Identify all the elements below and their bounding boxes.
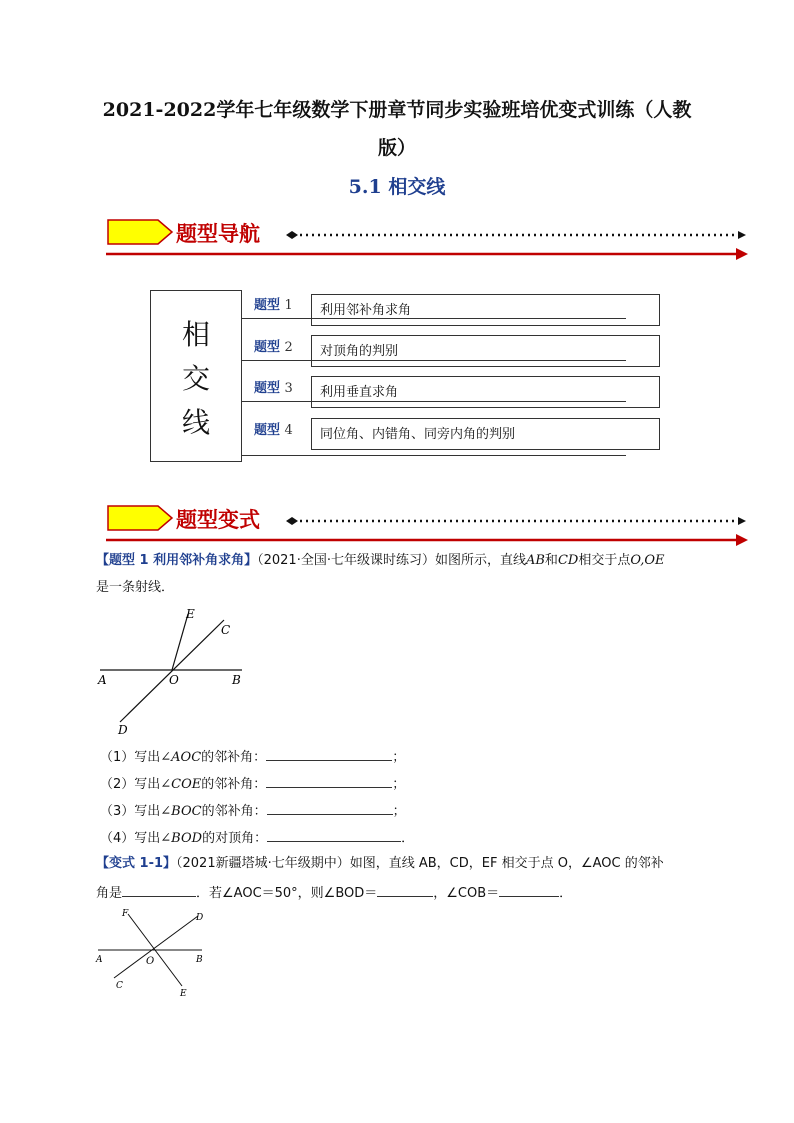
fig2-label-o: O (146, 956, 155, 967)
answer-blank[interactable] (267, 800, 393, 815)
fig2-label-d: D (196, 913, 204, 923)
banner-question-nav (106, 218, 750, 264)
answer-blank[interactable] (266, 746, 392, 761)
answer-blank[interactable] (266, 773, 392, 788)
fig1-label-c: C (221, 623, 231, 637)
doc-title-line2: 版） (377, 137, 416, 159)
fig2-label-e: E (180, 989, 187, 999)
answer-blank[interactable] (499, 882, 559, 897)
answer-blank[interactable] (122, 882, 196, 897)
question-2-line2: 角是 ．若∠AOC＝50°，则∠BOD＝ ，∠COB＝ ． (96, 882, 736, 904)
nav-item-tag: 题型 3 (254, 381, 293, 396)
nav-item-4: 同位角、内错角、同旁内角的判别 (311, 418, 660, 450)
fig1-label-o: O (169, 673, 179, 687)
fig1-label-e: E (186, 607, 195, 621)
figure-2 (92, 904, 216, 1002)
banner-label: 题型导航 (176, 222, 260, 246)
nav-item-1: 利用邻补角求角 (311, 294, 660, 326)
question-1-line2: 是一条射线． (96, 580, 175, 595)
banner-label: 题型变式 (176, 508, 260, 532)
fig1-label-d: D (118, 723, 128, 737)
nav-item-tag: 题型 2 (254, 340, 293, 355)
question-1-part-1: （1）写出∠AOC的邻补角： ； (100, 746, 405, 768)
question-2-line1: 【变式 1-1】（2021新疆塔城·七年级期中）如图，直线 AB，CD，EF 相交于点 O，∠AOC 的邻补 (96, 856, 664, 871)
nav-item-tag: 题型 4 (254, 423, 293, 438)
fig2-label-c: C (116, 981, 123, 991)
banner-question-variants (106, 504, 750, 550)
nav-item-3: 利用垂直求角 (311, 376, 660, 408)
fig2-label-b: B (196, 955, 203, 965)
section-title: 5.1 相交线 (348, 176, 446, 198)
doc-title-line1: 2021-2022学年七年级数学下册章节同步实验班培优变式训练（人教 (102, 99, 692, 121)
question-1-part-3: （3）写出∠BOC的邻补角： ； (100, 800, 406, 822)
topic-box (150, 290, 242, 462)
nav-item-underline (242, 455, 626, 456)
nav-item-2: 对顶角的判别 (311, 335, 660, 367)
answer-blank[interactable] (267, 827, 401, 842)
topic-char: 交 (181, 362, 210, 395)
fig2-label-f: F (122, 909, 129, 919)
fig1-label-b: B (232, 673, 241, 687)
fig1-label-a: A (98, 673, 107, 687)
question-1-line1: 【题型 1 利用邻补角求角】（2021·全国·七年级课时练习）如图所示，直线AB和CD相交于点O,OE (96, 553, 665, 568)
topic-char: 线 (181, 406, 210, 439)
question-1-part-2: （2）写出∠COE的邻补角： ； (100, 773, 405, 795)
figure-1 (92, 604, 262, 738)
nav-item-tag: 题型 1 (254, 298, 293, 313)
question-1-part-4: （4）写出∠BOD的对顶角： ． (100, 827, 414, 849)
answer-blank[interactable] (377, 882, 433, 897)
fig2-label-a: A (96, 955, 103, 965)
topic-char: 相 (181, 318, 210, 351)
